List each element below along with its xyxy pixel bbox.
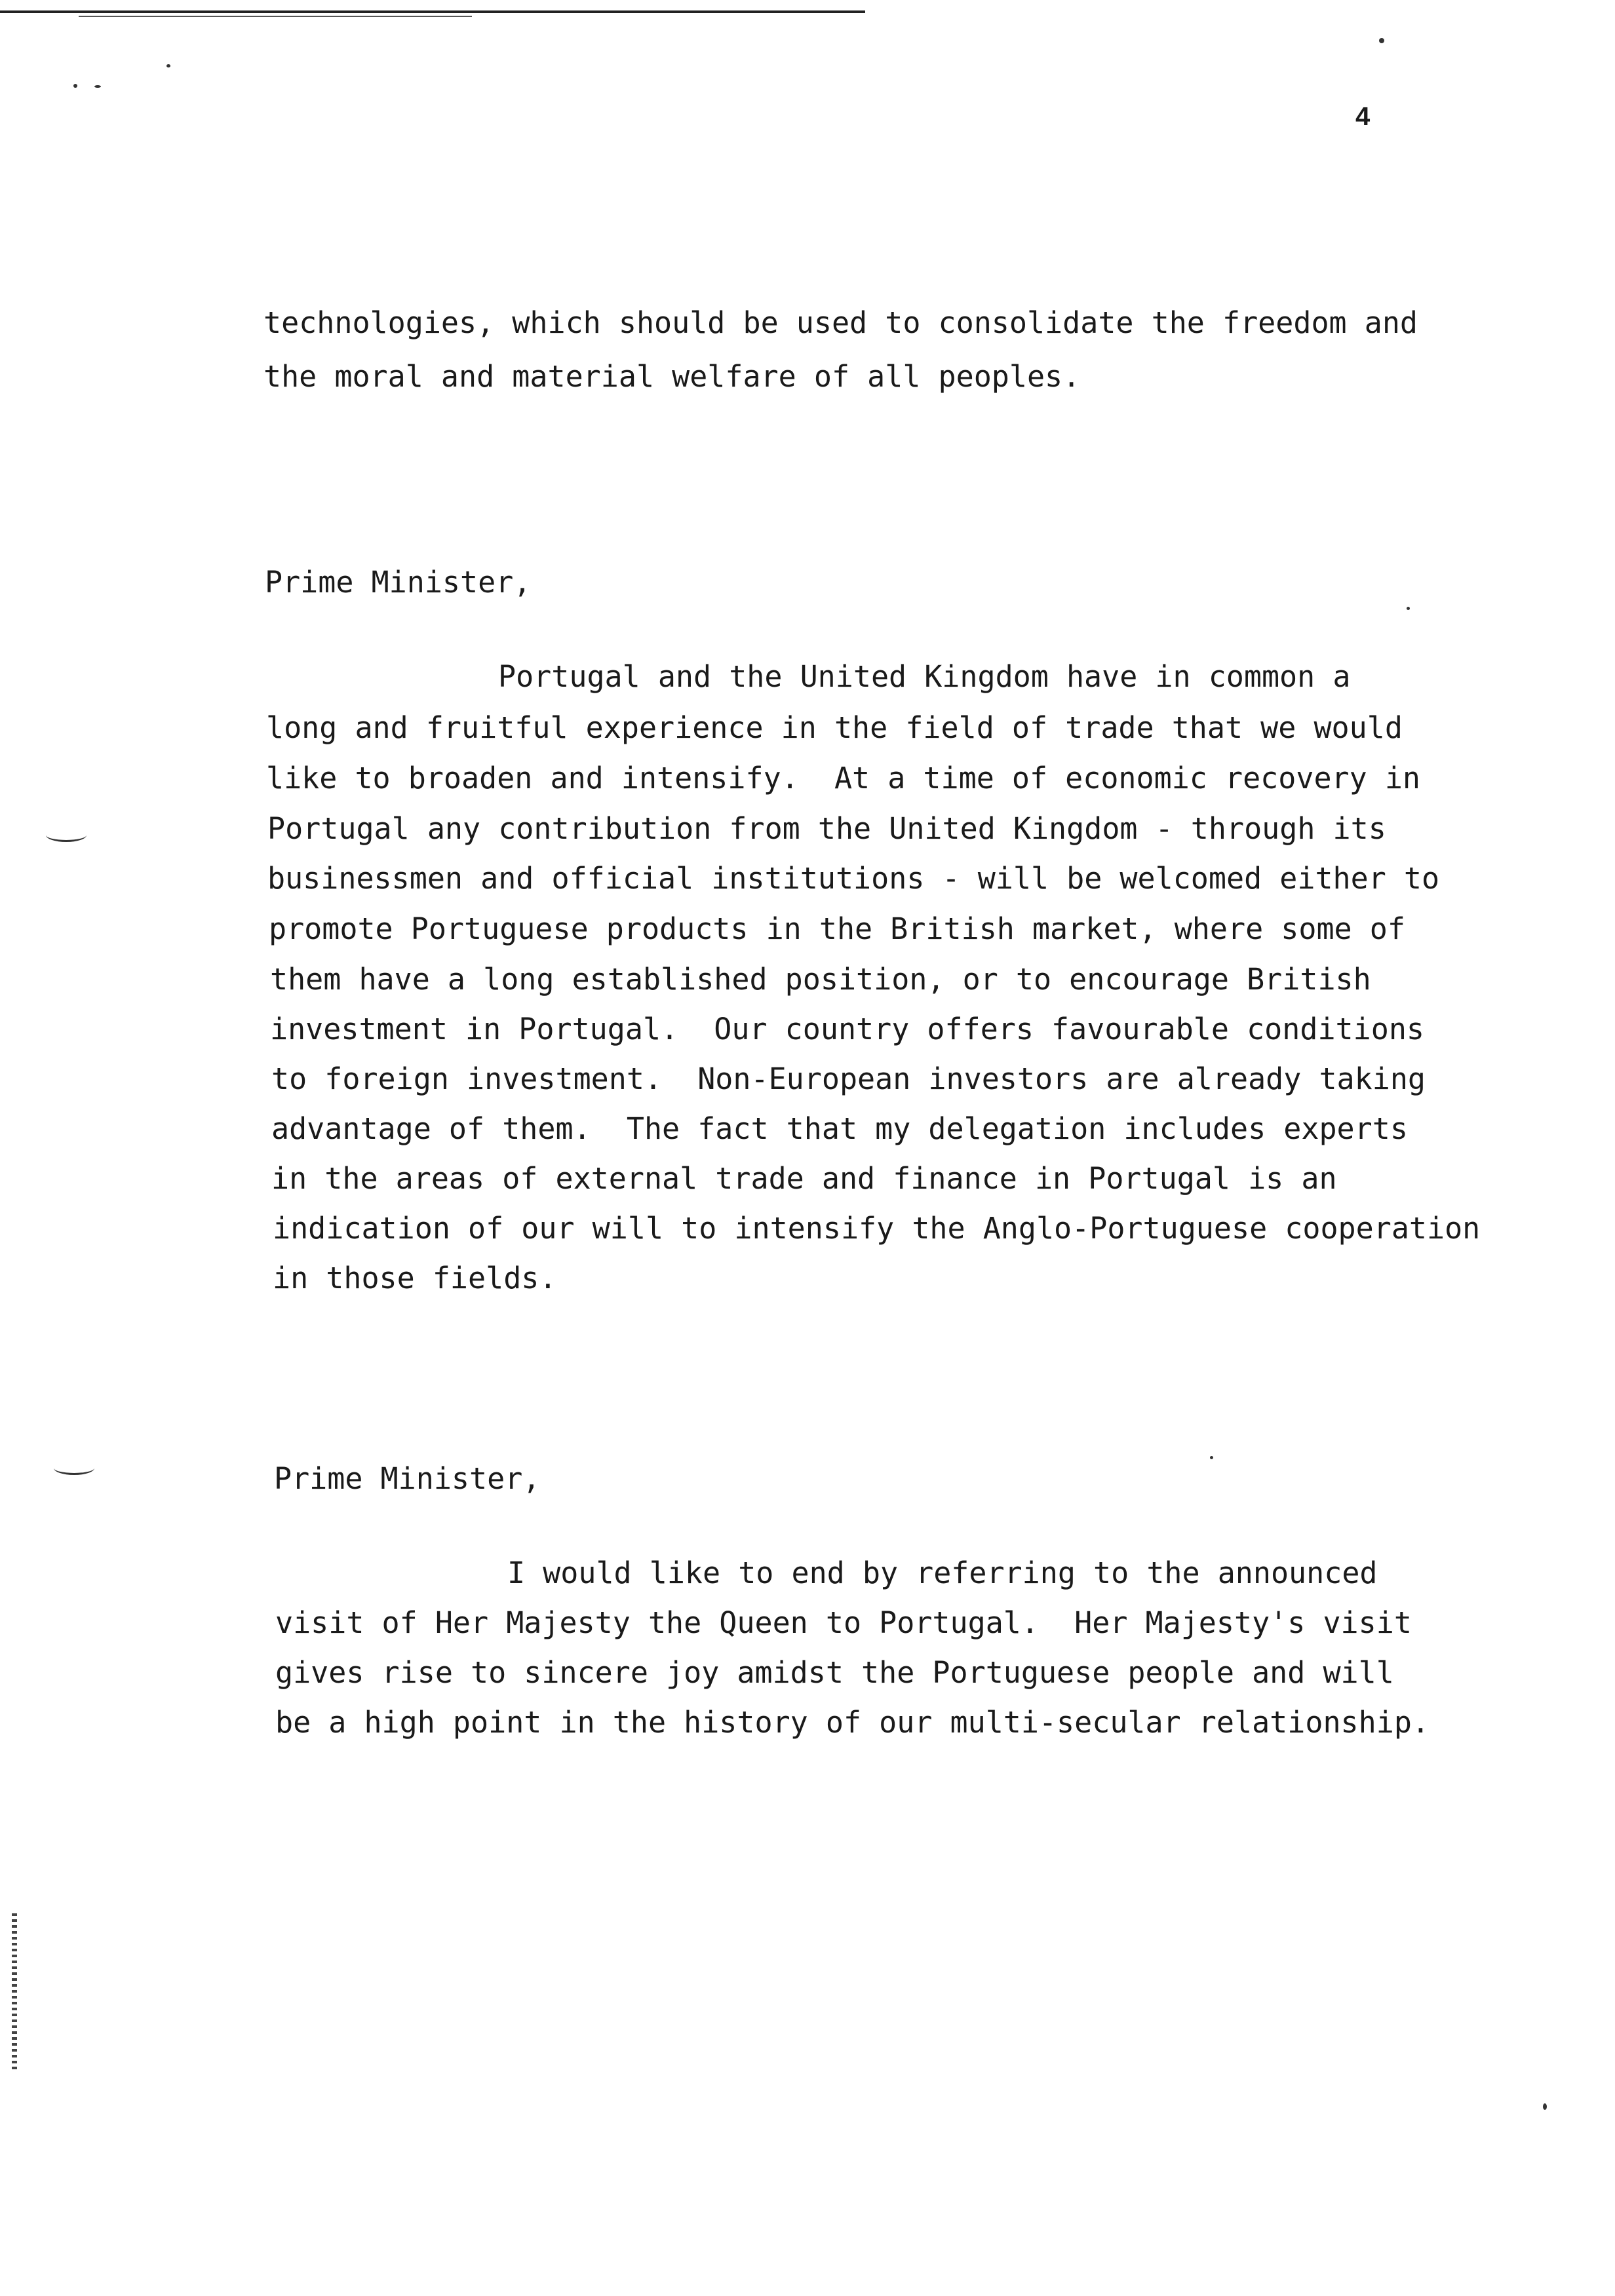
paragraph-1-line: the moral and material welfare of all peoples.	[263, 359, 1081, 394]
paragraph-2-line: in the areas of external trade and finance in Portugal is an	[271, 1161, 1337, 1196]
scan-speck	[166, 64, 170, 67]
paragraph-3-line: visit of Her Majesty the Queen to Portugal. Her Majesty's visit	[275, 1605, 1412, 1640]
scan-speck	[73, 84, 77, 88]
paragraph-2-line: to foreign investment. Non-European investors are already taking	[271, 1062, 1426, 1096]
paragraph-2-line: promote Portuguese products in the British market, where some of	[269, 911, 1405, 946]
salutation-2: Prime Minister,	[274, 1461, 541, 1496]
scan-speck	[94, 85, 101, 88]
scan-speck	[1543, 2103, 1547, 2110]
paragraph-2-line: in those fields.	[273, 1261, 557, 1295]
paragraph-2-line: long and fruitful experience in the field of trade that we would	[266, 710, 1403, 745]
salutation-1: Prime Minister,	[265, 565, 532, 600]
paragraph-2-line: Portugal any contribution from the United Kingdom - through its	[267, 811, 1386, 846]
top-rule-secondary	[79, 16, 472, 17]
top-rule	[0, 10, 865, 13]
scan-speck	[1407, 607, 1410, 610]
binding-edge-marks	[12, 1913, 17, 2071]
paragraph-2-line: investment in Portugal. Our country offers favourable conditions	[270, 1012, 1424, 1046]
paragraph-2-line: indication of our will to intensify the Anglo-Portuguese cooperation	[273, 1211, 1481, 1246]
paragraph-3-line: gives rise to sincere joy amidst the Portuguese people and will	[275, 1655, 1394, 1690]
paragraph-2-line: advantage of them. The fact that my delegation includes experts	[271, 1111, 1408, 1146]
paragraph-2-line: like to broaden and intensify. At a time of economic recovery in	[266, 761, 1420, 795]
scan-speck	[1210, 1456, 1213, 1459]
scan-speck	[1379, 38, 1384, 43]
paragraph-3-line: I would like to end by referring to the announced	[507, 1556, 1378, 1590]
hole-punch-mark	[54, 1461, 94, 1475]
hole-punch-mark	[46, 828, 87, 842]
paragraph-2-line: them have a long established position, or to encourage British	[270, 962, 1371, 997]
paragraph-3-line: be a high point in the history of our multi-secular relationship.	[275, 1705, 1430, 1740]
paragraph-2-line: businessmen and official institutions - will be welcomed either to	[267, 861, 1440, 896]
paragraph-1-line: technologies, which should be used to consolidate the freedom and	[263, 305, 1418, 340]
page-number: 4	[1355, 102, 1371, 131]
paragraph-2-line: Portugal and the United Kingdom have in common a	[498, 659, 1351, 694]
